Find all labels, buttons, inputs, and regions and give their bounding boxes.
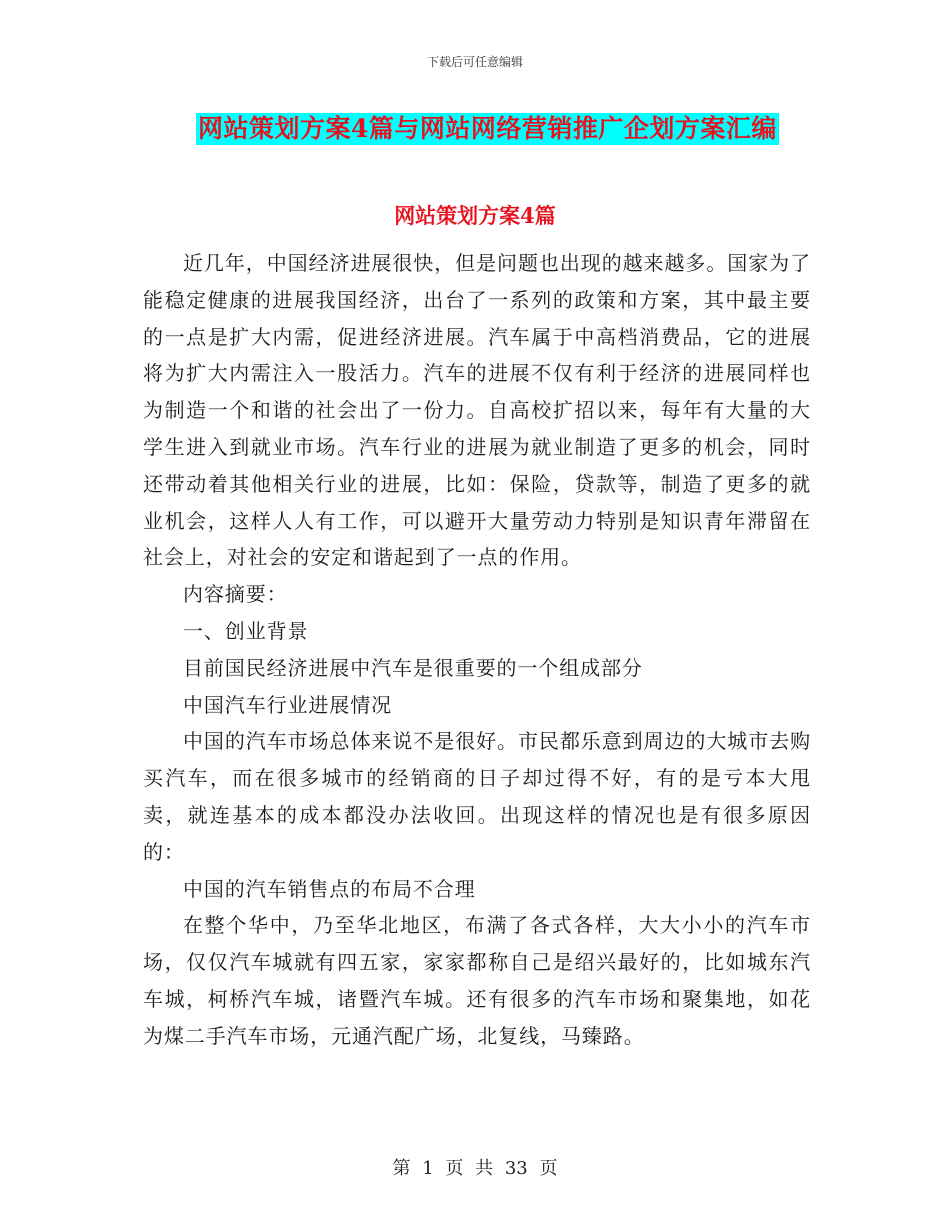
- paragraph-industry-heading: 中国汽车行业进展情况: [183, 692, 392, 717]
- paragraph-intro: 近几年，中国经济进展很快，但是问题也出现的越来越多。国家为了能稳定健康的进展我国经济，出台了一系列的政策和方案，其中最主要的一点是扩大内需，促进经济进展。汽车属于中高档消费品，它的进展将为扩大内需注入一股活力。汽车的进展不仅有利于经济的进展同样也为制造一个和谐的社会出了一份力。自高校扩招以来，每年有大量的大学生进入到就业市场。汽车行业的进展为就业制造了更多的机会，同时还带动着其他相关行业的进展，比如：保险，贷款等，制造了更多的就业机会，这样人人有工作，可以避开大量劳动力特别是知识青年滞留在社会上，对社会的安定和谐起到了一点的作用。: [143, 251, 811, 570]
- paragraph-background: 目前国民经济进展中汽车是很重要的一个组成部分: [183, 655, 643, 680]
- paragraph-section-heading: 一、创业背景: [183, 618, 309, 643]
- page-number: 第 1 页 共 33 页: [392, 1158, 558, 1179]
- section-title: 网站策划方案4篇: [394, 203, 556, 228]
- paragraph-market: 中国的汽车市场总体来说不是很好。市民都乐意到周边的大城市去购买汽车，而在很多城市的经销商的日子却过得不好，有的是亏本大甩卖，就连基本的成本都没办法收回。出现这样的情况也是有很多原因的：: [143, 729, 811, 864]
- document-body: [143, 245, 811, 1055]
- paragraph-markets: 在整个华中，乃至华北地区，布满了各式各样，大大小小的汽车市场，仅仅汽车城就有四五家，家家都称自己是绍兴最好的，比如城东汽车城，柯桥汽车城，诸暨汽车城。还有很多的汽车市场和聚集地，如花为煤二手汽车市场，元通汽配广场，北复线，马臻路。: [143, 913, 811, 1048]
- paragraph-summary-label: 内容摘要：: [183, 582, 288, 607]
- document-title: 网站策划方案4篇与网站网络营销推广企划方案汇编: [198, 114, 777, 143]
- paragraph-layout-heading: 中国的汽车销售点的布局不合理: [183, 876, 476, 901]
- header-note: 下载后可任意编辑: [426, 55, 523, 69]
